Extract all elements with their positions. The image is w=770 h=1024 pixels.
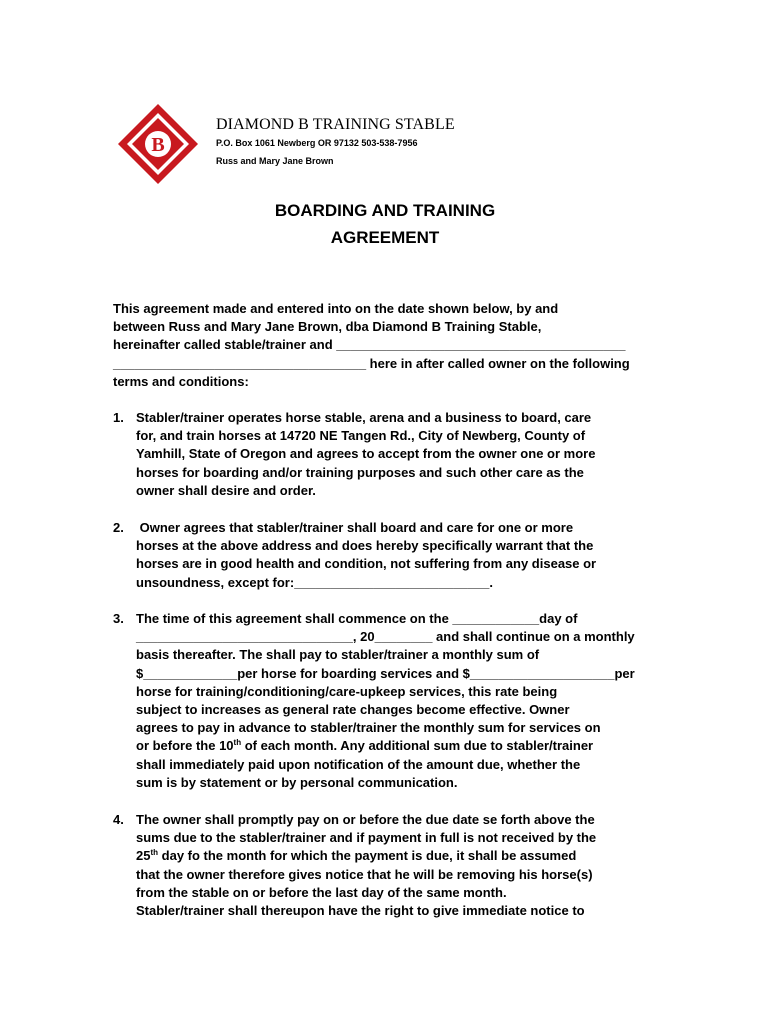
clause-number: 4. [113, 812, 124, 827]
clause-number: 3. [113, 611, 124, 626]
clause-text: 25 [136, 848, 151, 864]
logo-letter: B [151, 134, 165, 156]
clause-line [136, 737, 663, 755]
clause-line: Stabler/trainer operates horse stable, arena and a business to board, care [136, 410, 592, 425]
clause-text: or before the 10 [136, 738, 234, 754]
stable-owners: Russ and Mary Jane Brown [216, 156, 334, 166]
clause-3 [113, 610, 663, 792]
stable-address: P.O. Box 1061 Newberg OR 97132 503-538-7956 [216, 138, 418, 148]
clause-line: horses for boarding and/or training purposes and such other care as the [136, 464, 584, 480]
clause-text: day fo the month for which the payment is due, it shall be assumed [158, 848, 577, 864]
clause-line: shall immediately paid upon notification of the amount due, whether the [136, 756, 581, 772]
clause-line [136, 847, 663, 865]
intro-line: ___________________________________ here in after called owner on the following [113, 355, 630, 371]
clause-line: basis thereafter. The shall pay to stabler/trainer a monthly sum of [136, 647, 540, 663]
clause-line: $_____________per horse for boarding services and $____________________per [136, 665, 635, 681]
intro-line: This agreement made and entered into on the date shown below, by and [113, 301, 559, 316]
intro-paragraph [113, 300, 663, 391]
clause-line: Owner agrees that stabler/trainer shall board and care for one or more [136, 520, 574, 535]
clause-line: agrees to pay in advance to stabler/trainer the monthly sum for services on [136, 720, 601, 736]
clause-2 [113, 519, 663, 592]
ordinal-suffix: th [150, 848, 159, 858]
clause-line: The owner shall promptly pay on or before the due date se forth above the [136, 812, 595, 827]
clause-line: sum is by statement or by personal communication. [136, 774, 458, 790]
intro-line: terms and conditions: [113, 373, 249, 389]
clause-line: Stabler/trainer shall thereupon have the right to give immediate notice to [136, 903, 585, 919]
clause-text: of each month. Any additional sum due to stabler/trainer [241, 738, 594, 754]
clause-line: ______________________________, 20________ and shall continue on a monthly [136, 629, 635, 645]
clause-number: 2. [113, 520, 124, 535]
diamond-b-logo-icon [118, 104, 198, 184]
ordinal-suffix: th [233, 738, 242, 748]
clause-line: horses are in good health and condition, not suffering from any disease or [136, 556, 597, 572]
clause-line: subject to increases as general rate changes become effective. Owner [136, 702, 570, 718]
clause-line: horses at the above address and does hereby specifically warrant that the [136, 538, 594, 554]
clause-4 [113, 811, 663, 920]
clause-line: Yamhill, State of Oregon and agrees to accept from the owner one or more [136, 446, 596, 462]
clause-line: horse for training/conditioning/care-upkeep services, this rate being [136, 683, 558, 699]
clause-line: for, and train horses at 14720 NE Tangen Rd., City of Newberg, County of [136, 428, 586, 444]
clause-line: The time of this agreement shall commence on the ____________day of [136, 611, 578, 626]
document-title-line-2: AGREEMENT [330, 228, 440, 247]
intro-line: hereinafter called stable/trainer and ________________________________________ [113, 337, 626, 353]
clause-line: unsoundness, except for:___________________________. [136, 574, 494, 590]
stable-name: DIAMOND B TRAINING STABLE [216, 116, 455, 133]
intro-line: between Russ and Mary Jane Brown, dba Diamond B Training Stable, [113, 319, 542, 335]
document-title-line-1: BOARDING AND TRAINING [274, 201, 496, 220]
clause-line: from the stable on or before the last day of the same month. [136, 884, 507, 900]
clause-1 [113, 409, 663, 500]
clause-line: sums due to the stabler/trainer and if payment in full is not received by the [136, 830, 597, 846]
clause-line: owner shall desire and order. [136, 482, 316, 498]
clause-line: that the owner therefore gives notice that he will be removing his horse(s) [136, 866, 593, 882]
clause-number: 1. [113, 410, 124, 425]
